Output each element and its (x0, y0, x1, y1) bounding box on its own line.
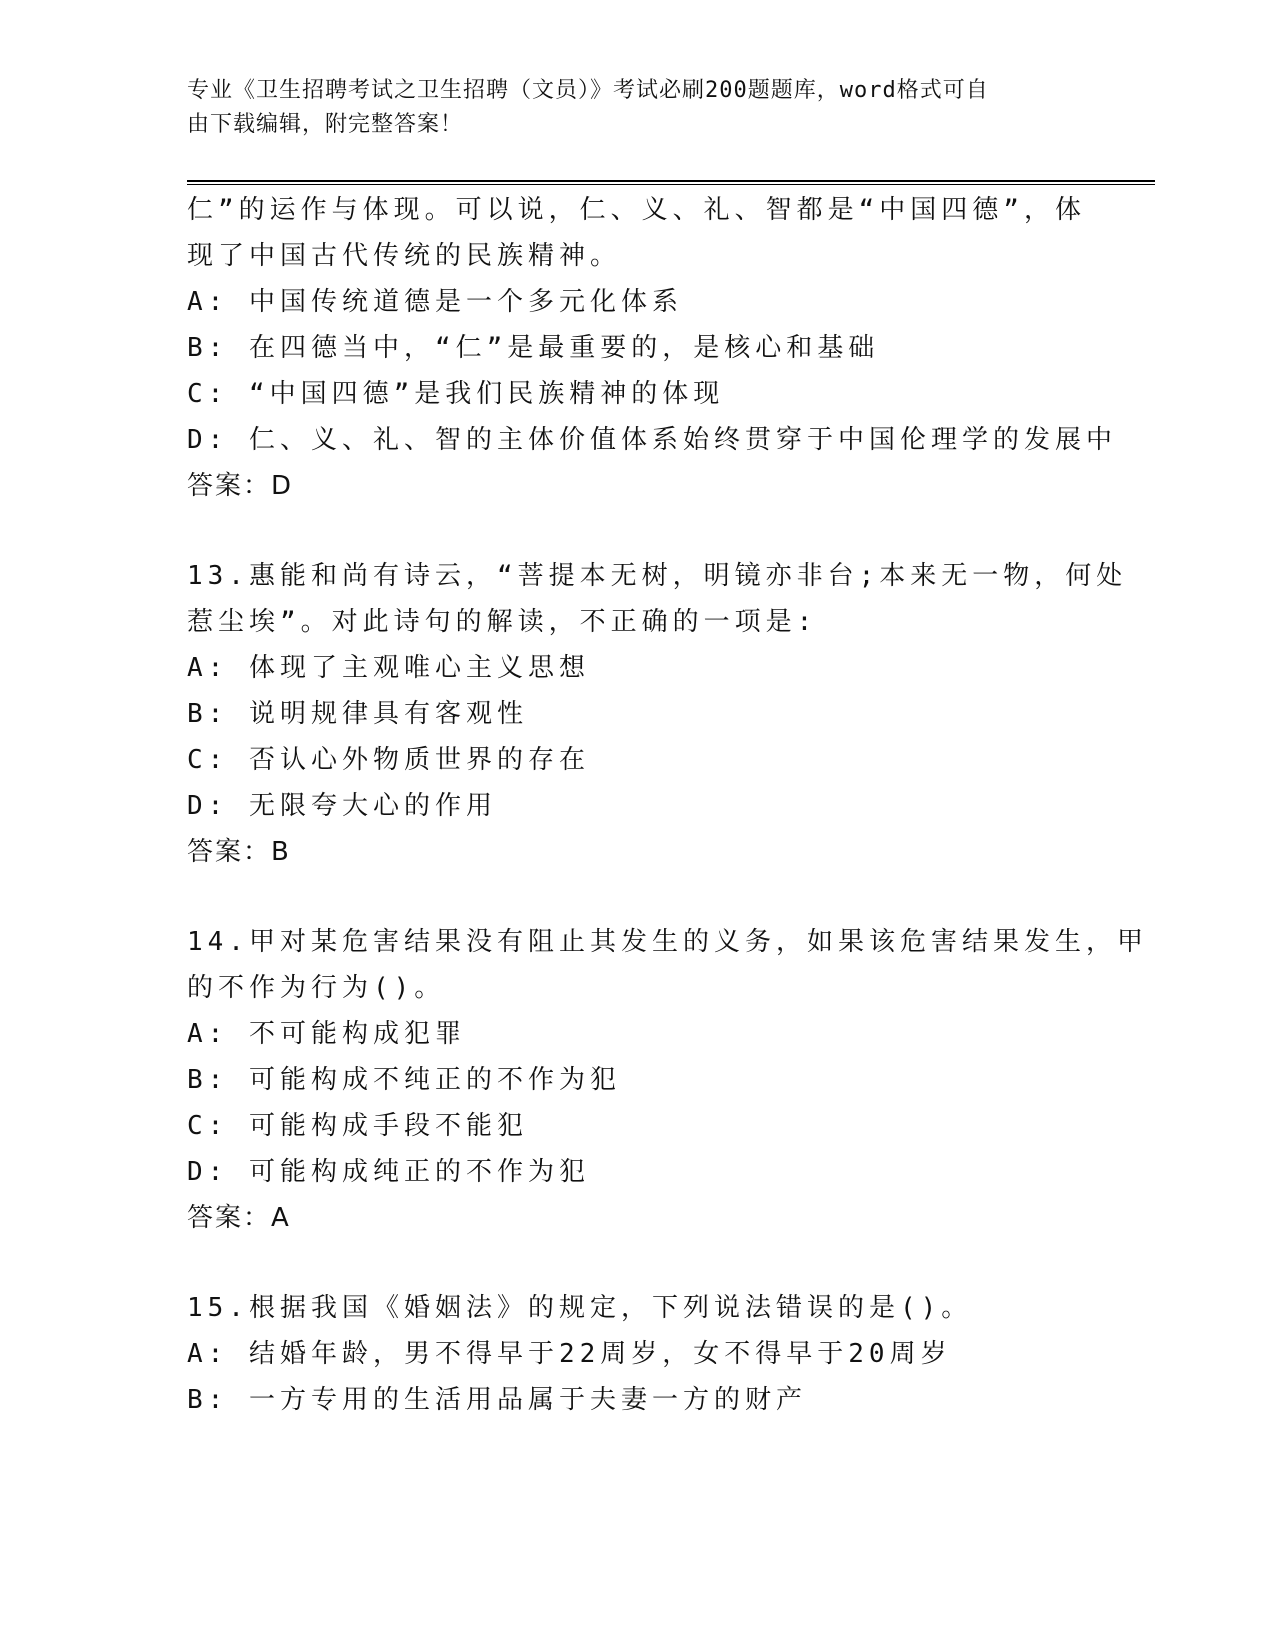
header-rule-thin (187, 184, 1155, 185)
question-text-line: 惹尘埃”。对此诗句的解读，不正确的一项是: (187, 607, 818, 637)
question-text-line: 13.惠能和尚有诗云，“菩提本无树，明镜亦非台;本来无一物，何处 (187, 561, 1128, 591)
question-text-line: 现了中国古代传统的民族精神。 (187, 241, 622, 271)
question-block-13 (187, 553, 1128, 875)
option-c: C: 可能构成手段不能犯 (187, 1111, 528, 1141)
header-rule-thick (187, 180, 1155, 182)
header-line-2: 由下载编辑，附完整答案！ (187, 112, 464, 137)
option-b: B: 一方专用的生活用品属于夫妻一方的财产 (187, 1385, 807, 1415)
header-line-1: 专业《卫生招聘考试之卫生招聘（文员）》考试必刷200题题库，word格式可自 (187, 78, 989, 103)
option-b: B: 说明规律具有客观性 (187, 699, 528, 729)
page-header (187, 74, 1067, 142)
answer-line: 答案：D (187, 471, 294, 501)
option-a: A: 中国传统道德是一个多元化体系 (187, 287, 683, 317)
option-b: B: 在四德当中，“仁”是最重要的，是核心和基础 (187, 333, 880, 363)
option-c: C: 否认心外物质世界的存在 (187, 745, 590, 775)
answer-line: 答案：A (187, 1203, 291, 1233)
option-a: A: 体现了主观唯心主义思想 (187, 653, 590, 683)
question-block-14 (187, 919, 1148, 1241)
option-a: A: 不可能构成犯罪 (187, 1019, 466, 1049)
option-b: B: 可能构成不纯正的不作为犯 (187, 1065, 621, 1095)
block-spacer (187, 875, 1087, 919)
option-d: D: 可能构成纯正的不作为犯 (187, 1157, 590, 1187)
question-block-15 (187, 1285, 1087, 1423)
option-d: D: 无限夸大心的作用 (187, 791, 497, 821)
option-d: D: 仁、义、礼、智的主体价值体系始终贯穿于中国伦理学的发展中 (187, 425, 1117, 455)
question-text-line: 15.根据我国《婚姻法》的规定，下列说法错误的是()。 (187, 1293, 973, 1323)
block-spacer (187, 1241, 1087, 1285)
question-text-line: 14.甲对某危害结果没有阻止其发生的义务，如果该危害结果发生，甲 (187, 927, 1148, 957)
question-text-line: 的不作为行为()。 (187, 973, 446, 1003)
question-block-12 (187, 187, 1117, 509)
block-spacer (187, 509, 1087, 553)
option-c: C: “中国四德”是我们民族精神的体现 (187, 379, 725, 409)
option-a: A: 结婚年龄，男不得早于22周岁，女不得早于20周岁 (187, 1339, 952, 1369)
question-content (187, 187, 1148, 1423)
question-text-line: 仁”的运作与体现。可以说，仁、义、礼、智都是“中国四德”，体 (187, 195, 1086, 225)
answer-line: 答案：B (187, 837, 291, 867)
